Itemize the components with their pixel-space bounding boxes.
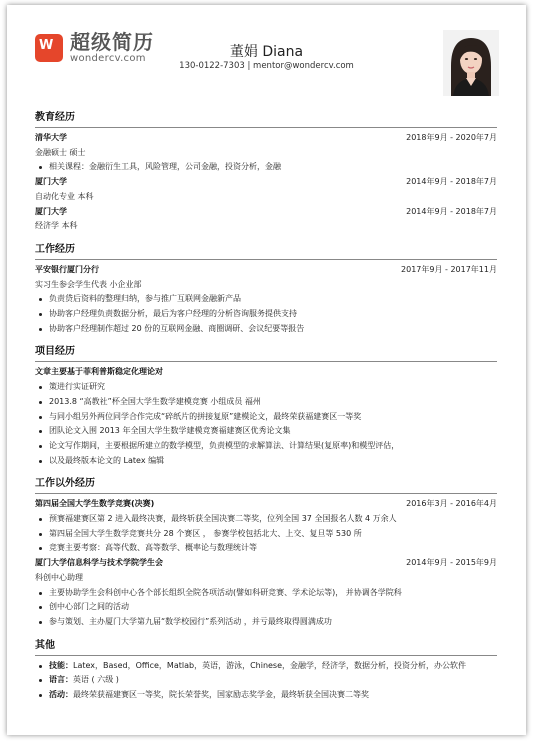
skills-item — [35, 659, 497, 674]
education-date: 2018年9月 - 2020年7月 — [406, 133, 497, 142]
degree: 自动化专业 本科 — [35, 191, 94, 201]
company-name: 平安银行厦门分行 — [35, 264, 99, 274]
section-title-work: 工作经历 — [35, 243, 497, 260]
project-bullet: 与同小组另外两位同学合作完成“碎纸片的拼接复原”建模论文，最终荣获福建赛区一等奖 — [35, 410, 497, 425]
work-entry-header — [35, 263, 497, 278]
activity-date: 2016年3月 - 2016年4月 — [406, 499, 497, 509]
extra-bullet: 参与策划、主办厦门大学第九届“数学校园行”系列活动 ，并亏最终取得圆满成功 — [35, 615, 497, 630]
extra-entry-header — [35, 497, 497, 512]
education-entry-header — [35, 205, 497, 220]
project-bullet: 策进行实证研究 — [35, 380, 497, 395]
extra-bullet: 第四届全国大学生数学竞赛共分 28 个赛区 ， 参赛学校包括北大、上交、复旦等 530 所 — [35, 527, 497, 542]
work-bullet: 协助客户经理制作超过 20 份的互联网金融、商圈调研、会议纪要等报告 — [35, 322, 497, 337]
project-bullet: 论文写作期间，主要根据所建立的数学模型，负责模型的求解算法、计算结果(复原率)和模型评估， — [35, 439, 497, 454]
project-bullet: 以及最终版本论文的 Latex 编辑 — [35, 454, 497, 469]
work-date: 2017年9月 - 2017年11月 — [401, 264, 497, 274]
item-text: 英语 ( 六级 ) — [73, 675, 119, 685]
activity-date: 2014年9月 - 2015年9月 — [406, 558, 497, 568]
education-bullet: 相关课程：金融衍生工具，风险管理，公司金融，投资分析，金融 — [35, 160, 497, 175]
project-name: 文章主要基于菲利普斯稳定化理论对 — [35, 367, 163, 377]
activities-item — [35, 688, 497, 703]
activity-name: 第四届全国大学生数学竞赛(决赛) — [35, 499, 155, 509]
item-text: Latex，Based，Office，Matlab，英语，游泳，Chinese，金融学，经济学，数据分析，投资分析，办公软件 — [73, 660, 467, 670]
contact-info: 130-0122-7303 | mentor@wondercv.com — [179, 61, 354, 71]
item-text: 最终荣获福建赛区一等奖，院长荣誉奖，国家励志奖学金，最终斩获全国决赛二等奖 — [73, 690, 369, 700]
section-title-education: 教育经历 — [35, 111, 497, 128]
wondercv-logo-icon: W — [35, 34, 63, 62]
work-role: 实习生参会学生代表 小企业部 — [35, 279, 142, 289]
section-title-extra: 工作以外经历 — [35, 477, 497, 494]
extra-entry-header — [35, 556, 497, 571]
extra-bullet: 竞赛主要考察：高等代数、高等数学、概率论与数理统计等 — [35, 541, 497, 556]
candidate-name: 董娟 Diana — [229, 44, 304, 60]
degree: 金融硕士 硕士 — [35, 147, 86, 157]
degree: 经济学 本科 — [35, 221, 78, 231]
languages-item — [35, 673, 497, 688]
work-bullet: 协助客户经理负责数据分析，最后为客户经理的分析咨询服务提供支持 — [35, 307, 497, 322]
project-entry-header — [35, 365, 497, 380]
project-bullet: 2013.8 “高教社”杯全国大学生数学建模竞赛 小组成员 福州 — [35, 395, 497, 410]
logo-name: 超级简历 — [70, 30, 154, 54]
education-date: 2014年9月 - 2018年7月 — [406, 177, 497, 187]
education-date: 2014年9月 - 2018年7月 — [406, 206, 497, 216]
school-name: 厦门大学 — [35, 206, 67, 216]
item-label: 技能： — [49, 660, 73, 670]
item-label: 语言： — [49, 675, 73, 685]
logo-url: wondercv.com — [70, 53, 146, 64]
section-title-project: 项目经历 — [35, 345, 497, 362]
activity-name: 厦门大学信息科学与技术学院学生会 — [35, 558, 163, 568]
school-name: 清华大学 — [35, 133, 67, 142]
item-label: 活动： — [49, 690, 73, 700]
school-name: 厦门大学 — [35, 177, 67, 187]
section-title-other: 其他 — [35, 639, 497, 656]
extra-bullet: 预赛福建赛区第 2 进入最终决赛，最终斩获全国决赛二等奖，位列全国 37 全国报名人数 4 万余人 — [35, 512, 497, 527]
extra-bullet: 主要协助学生会科创中心各个部长组织全院各项活动(譬如科研竞赛、学术论坛等)， 并协调各学院科 — [35, 586, 497, 601]
activity-role: 科创中心助理 — [35, 572, 83, 582]
work-bullet: 负责贷后资料的整理归纳，参与推广互联网金融新产品 — [35, 292, 497, 307]
resume-page — [7, 5, 526, 735]
profile-photo — [443, 30, 499, 96]
resume-content — [35, 102, 497, 703]
project-bullet: 团队论文入围 2013 年全国大学生数学建模竞赛福建赛区优秀论文集 — [35, 424, 497, 439]
education-entry-header — [35, 131, 497, 146]
education-entry-header — [35, 175, 497, 190]
extra-bullet: 创中心部门之间的活动 — [35, 600, 497, 615]
